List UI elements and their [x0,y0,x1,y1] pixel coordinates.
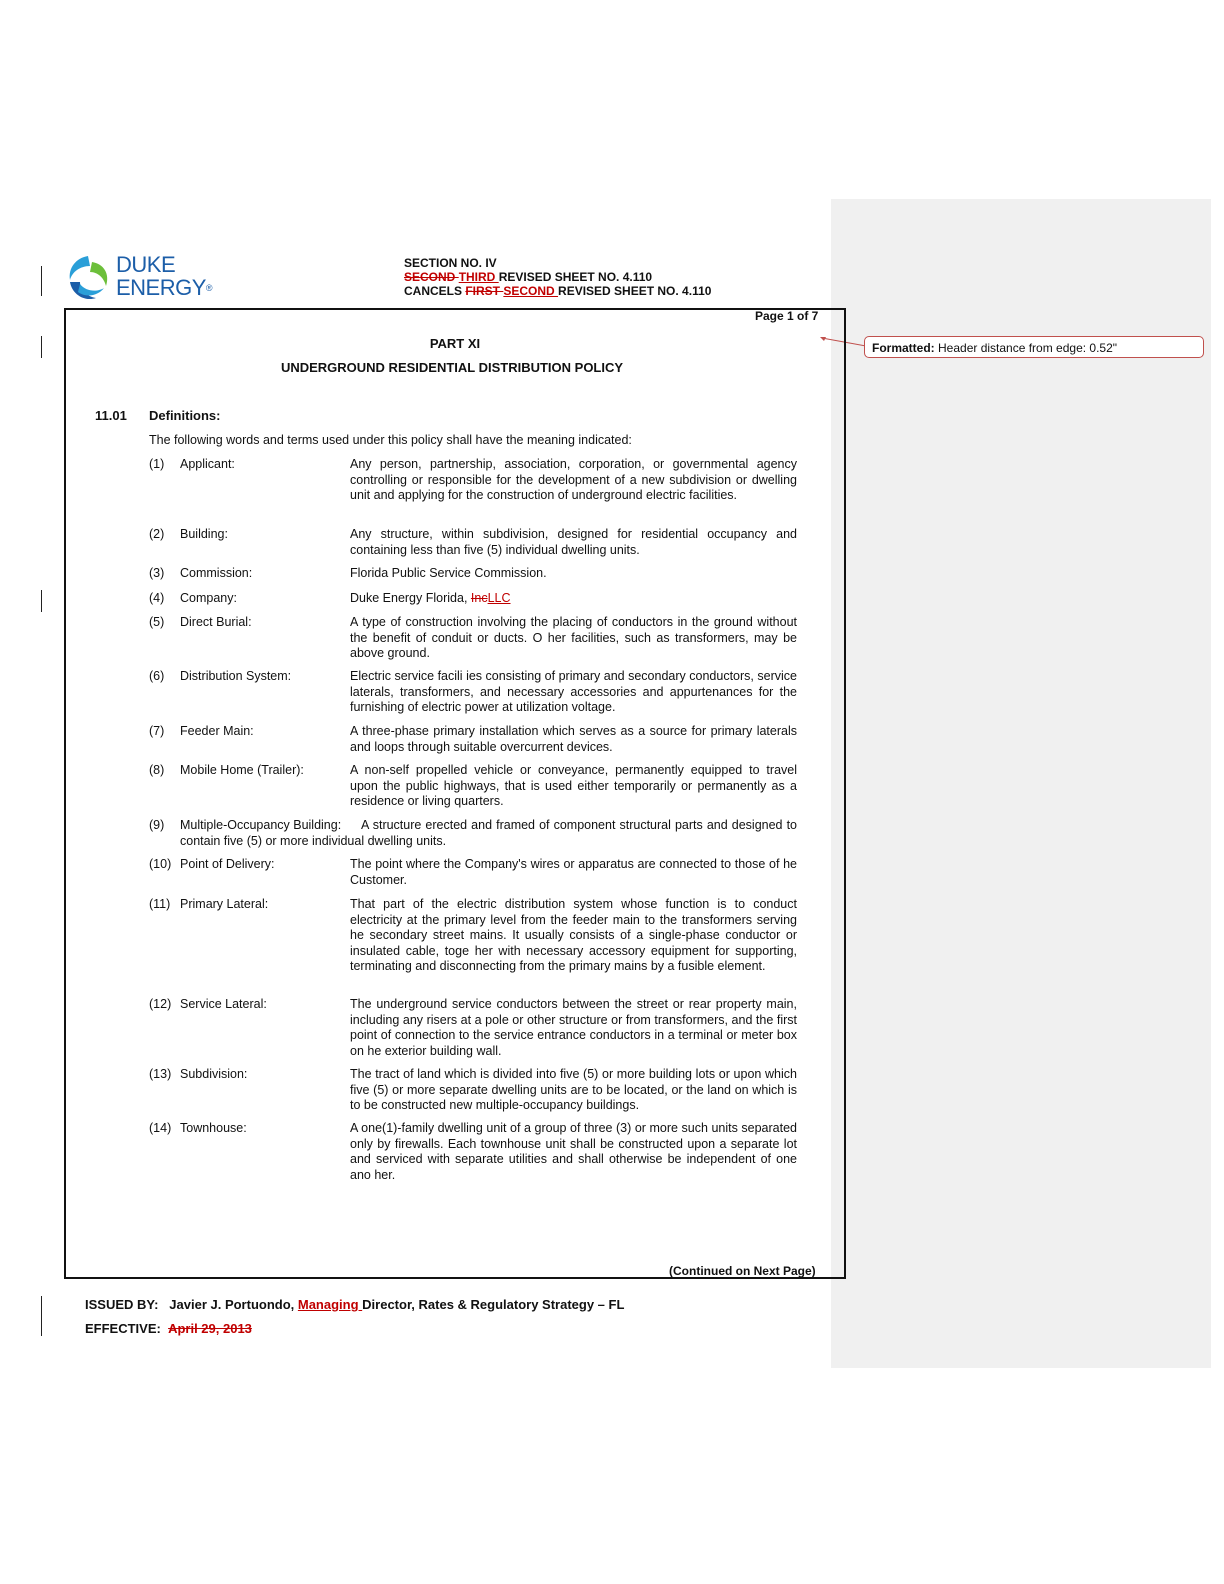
definition-number: (8) [149,763,165,777]
definition-number: (4) [149,591,165,605]
definition-text: A non-self propelled vehicle or conveyance, permanently equipped to travel upon the public highways, that is used either temporarily or permanently as a residence or living quarters. [350,763,797,808]
definition-term: Direct Burial: [180,615,252,629]
section-number: 11.01 [95,408,127,423]
definition-text: The tract of land which is divided into five (5) or more building lots or upon which five (5) or more separate dwelling units are to be located, or the land on which is to be constructed new multiple-occupancy buildings. [350,1067,797,1112]
formatting-comment[interactable] [864,336,1204,358]
logo-line-duke: DUKE [116,252,176,277]
definition-text [350,591,797,607]
comment-label: Formatted: [872,341,935,355]
definition-term: Company: [180,591,237,605]
comment-pane [831,199,1211,1368]
definition-number: (14) [149,1121,172,1135]
continued-note: (Continued on Next Page) [669,1264,816,1278]
inserted-text: SECOND [503,284,559,298]
definition-text: Any person, partnership, association, corporation, or governmental agency controlling or responsible for the development of a new subdivision or dwelling unit and applying for the construction of underground electric facilities. [350,457,797,502]
change-bar [41,266,42,296]
definition-term: Applicant: [180,457,235,471]
definition-text: The underground service conductors between the street or rear property main, including any risers at a pole or other structure or from transformers, and the first point of connection to the service entrance conductors in a terminal or meter box on he exterior building wall. [350,997,797,1058]
definition-number: (12) [149,997,172,1011]
definition-number: (9) [149,818,165,832]
deleted-text: Inc [470,591,488,605]
logo-wordmark [116,254,212,300]
definition-text: That part of the electric distribution system whose function is to conduct electricity at the primary level from the feeder main to the transformers serving he secondary street mains. It usually consists of a single-phase conductor or insulated cable, toge her with necessary accessory equipment for supporting, terminating and disconnecting from the primary mains by a fusible element. [350,897,797,973]
definition-text: A type of construction involving the placing of conductors in the ground without the benefit of conduit or ducts. O her facilities, such as transformers, may be above ground. [350,615,797,660]
definition-text: Electric service facili ies consisting of primary and secondary conductors, service laterals, transformers, and necessary accessories and appurtenances for the furnishing of electric power at utilization voltage. [350,669,797,714]
definition-text: Florida Public Service Commission. [350,566,547,580]
registered-mark: ® [205,283,213,293]
definition-number: (5) [149,615,165,629]
inserted-text: LLC [487,591,511,605]
definition-number: (11) [149,897,171,911]
definition-number: (10) [149,857,172,871]
effective-line [85,1321,252,1336]
comment-text: Header distance from edge: 0.52" [934,341,1118,355]
section-number: SECTION NO. IV [404,256,497,270]
definition-term: Point of Delivery: [180,857,275,871]
definition-text: A one(1)-family dwelling unit of a group of three (3) or more such units separated only by firewalls. Each townhouse unit shall be constructed upon a separate lot and serviced with separate utilities and shall otherwise be independent of one ano her. [350,1121,797,1182]
definition-term: Townhouse: [180,1121,247,1135]
deleted-text: SECOND [404,270,459,284]
definition-text-body: Duke Energy Florida, [350,591,471,605]
change-bar [41,336,42,358]
definition-term: Mobile Home (Trailer): [180,763,304,777]
part-title: PART XI [429,336,481,351]
definition-term: Feeder Main: [180,724,254,738]
definition-number: (13) [149,1067,172,1081]
inserted-text: THIRD [458,270,499,284]
policy-title: UNDERGROUND RESIDENTIAL DISTRIBUTION POLICY [280,360,624,375]
section-intro: The following words and terms used under this policy shall have the meaning indicated: [149,433,632,447]
definition-term: Building: [180,527,228,541]
definition-number: (7) [149,724,165,738]
definition-term: Multiple-Occupancy Building: [180,818,342,832]
deleted-text: April 29, 2013 [168,1321,252,1336]
definition-number: (1) [149,457,165,471]
change-bar [41,1296,42,1336]
section-title: Definitions: [149,408,221,423]
definition-term: Primary Lateral: [180,897,269,911]
cancels-sheet-line [404,284,711,298]
page-number: Page 1 of 7 [755,309,819,323]
definition-number: (2) [149,527,165,541]
cancels-prefix: CANCELS [404,284,466,298]
definition-term: Service Lateral: [180,997,267,1011]
logo-line-energy: ENERGY [116,275,206,300]
issued-by-line [85,1297,624,1312]
sheet-header [404,256,711,298]
issued-name: Javier J. Portuondo, [169,1297,298,1312]
definition-term: Distribution System: [180,669,292,683]
definition-number: (3) [149,566,165,580]
definition-term: Subdivision: [180,1067,248,1081]
definition-term: Commission: [180,566,253,580]
definition-text: A three-phase primary installation which serves as a source for primary laterals and loops through suitable overcurrent devices. [350,724,797,754]
definition-text: Any structure, within subdivision, designed for residential occupancy and containing less than five (5) individual dwelling units. [350,527,797,557]
inserted-text: Managing [297,1297,363,1312]
definition-number: (6) [149,669,165,683]
cancels-sheet-text: REVISED SHEET NO. 4.110 [558,284,712,298]
issued-label: ISSUED BY: [85,1297,159,1312]
definition-text: The point where the Company's wires or apparatus are connected to those of he Customer. [350,857,797,887]
issued-title: Director, Rates & Regulatory Strategy – FL [362,1297,625,1312]
change-bar [41,590,42,612]
definition-text: A structure erected and framed of component structural parts and designed to contain five (5) or more individual dwelling units. [180,818,797,848]
revised-sheet-text: REVISED SHEET NO. 4.110 [498,270,653,284]
deleted-text: FIRST [465,284,504,298]
effective-label: EFFECTIVE: [85,1321,161,1336]
revised-sheet-line [404,270,711,284]
